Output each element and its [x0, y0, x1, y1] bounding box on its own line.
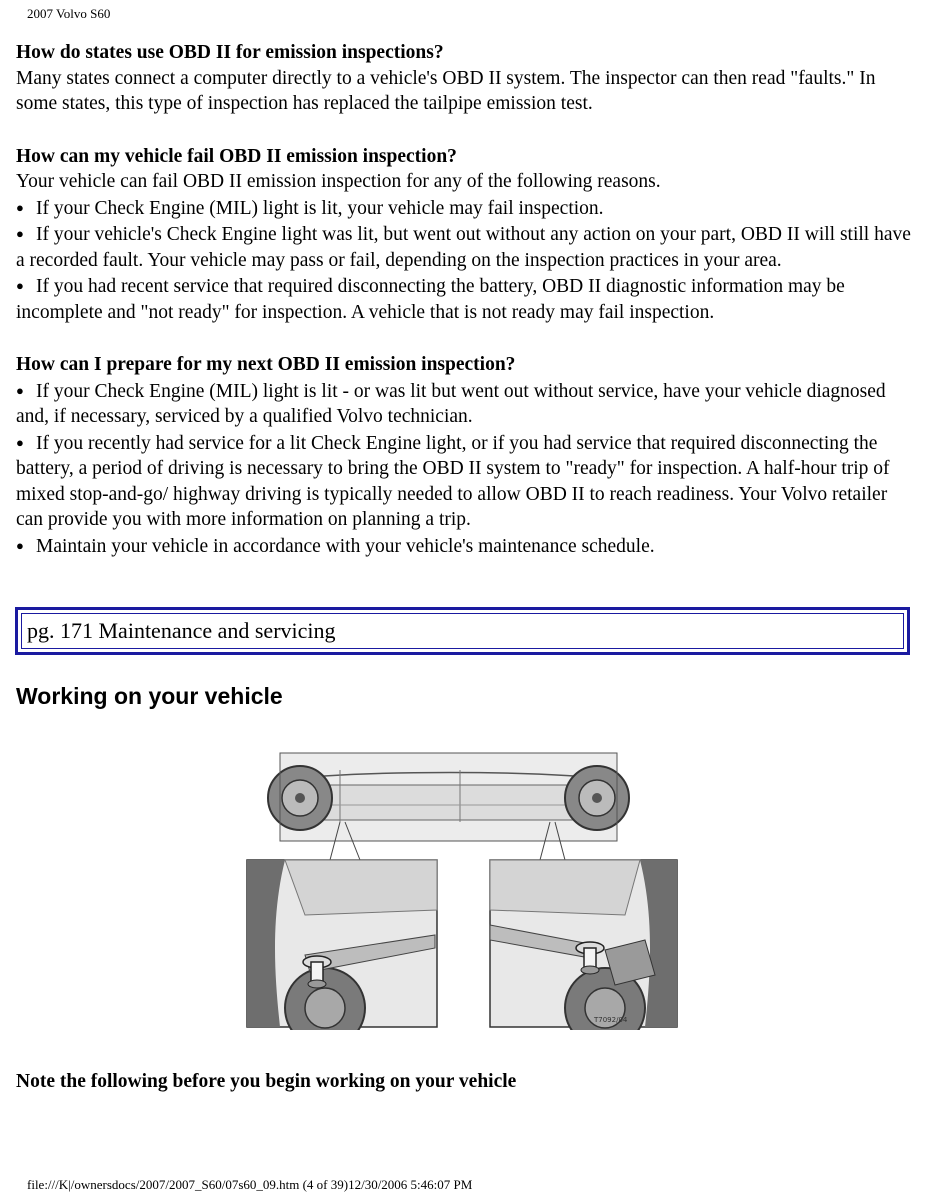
- paragraph-1: Many states connect a computer directly to a vehicle's OBD II system. The inspector can then read "faults." In some states, this type of inspection has replaced the tailpipe emission test.: [16, 67, 876, 114]
- car-side-view: [268, 753, 629, 841]
- question-heading-2: How can my vehicle fail OBD II emission inspection?: [16, 145, 457, 167]
- section-heading: Working on your vehicle: [16, 683, 283, 709]
- list-item: ● Maintain your vehicle in accordance with your vehicle's maintenance schedule.: [16, 533, 911, 560]
- vehicle-lift-points-illustration: [245, 750, 680, 1030]
- document-body: [16, 40, 911, 559]
- list-item: ● If you recently had service for a lit Check Engine light, or if you had service that required disconnecting the battery, a period of driving is necessary to bring the OBD II system to "ready" for inspection. A half-hour trip of mixed stop-and-go/ highway driving is typically needed to allow OBD II to reach readiness. Your Volvo retailer can provide you with more information on planning a trip.: [16, 430, 911, 533]
- note-heading: Note the following before you begin working on your vehicle: [16, 1071, 517, 1092]
- front-lift-point-detail: [247, 860, 437, 1030]
- rear-lift-point-detail: [490, 860, 677, 1030]
- bullet-icon: ●: [16, 226, 24, 241]
- question-heading-1: How do states use OBD II for emission inspections?: [16, 42, 444, 63]
- figure-code: T7092/04: [594, 1016, 628, 1024]
- bullet-icon: ●: [16, 382, 24, 398]
- question-heading-3: How can I prepare for my next OBD II emission inspection?: [16, 354, 516, 375]
- bullet-icon: ●: [16, 278, 24, 293]
- page-section-label: pg. 171 Maintenance and servicing: [21, 613, 904, 649]
- footer-file-path: file:///K|/ownersdocs/2007/2007_S60/07s60_09.htm (4 of 39)12/30/2006 5:46:07 PM: [27, 1177, 473, 1192]
- list-item: ● If your vehicle's Check Engine light was lit, but went out without any action on your part, OBD II will still have a recorded fault. Your vehicle may pass or fail, depending on the inspection practices in your area.: [16, 221, 911, 273]
- list-item: ● If your Check Engine (MIL) light is lit, your vehicle may fail inspection.: [16, 195, 911, 222]
- list-item: ● If your Check Engine (MIL) light is lit - or was lit but went out without service, have your vehicle diagnosed and, if necessary, serviced by a qualified Volvo technician.: [16, 378, 911, 430]
- paragraph-2-intro: Your vehicle can fail OBD II emission inspection for any of the following reasons.: [16, 171, 661, 192]
- bullet-icon: ●: [16, 537, 24, 553]
- list-item: ● If you had recent service that required disconnecting the battery, OBD II diagnostic information may be incomplete and "not ready" for inspection. A vehicle that is not ready may fail inspection.: [16, 273, 911, 325]
- bullet-icon: ●: [16, 434, 24, 450]
- bullet-icon: ●: [16, 199, 24, 215]
- document-header: 2007 Volvo S60: [27, 6, 111, 21]
- page-section-box: [15, 607, 910, 655]
